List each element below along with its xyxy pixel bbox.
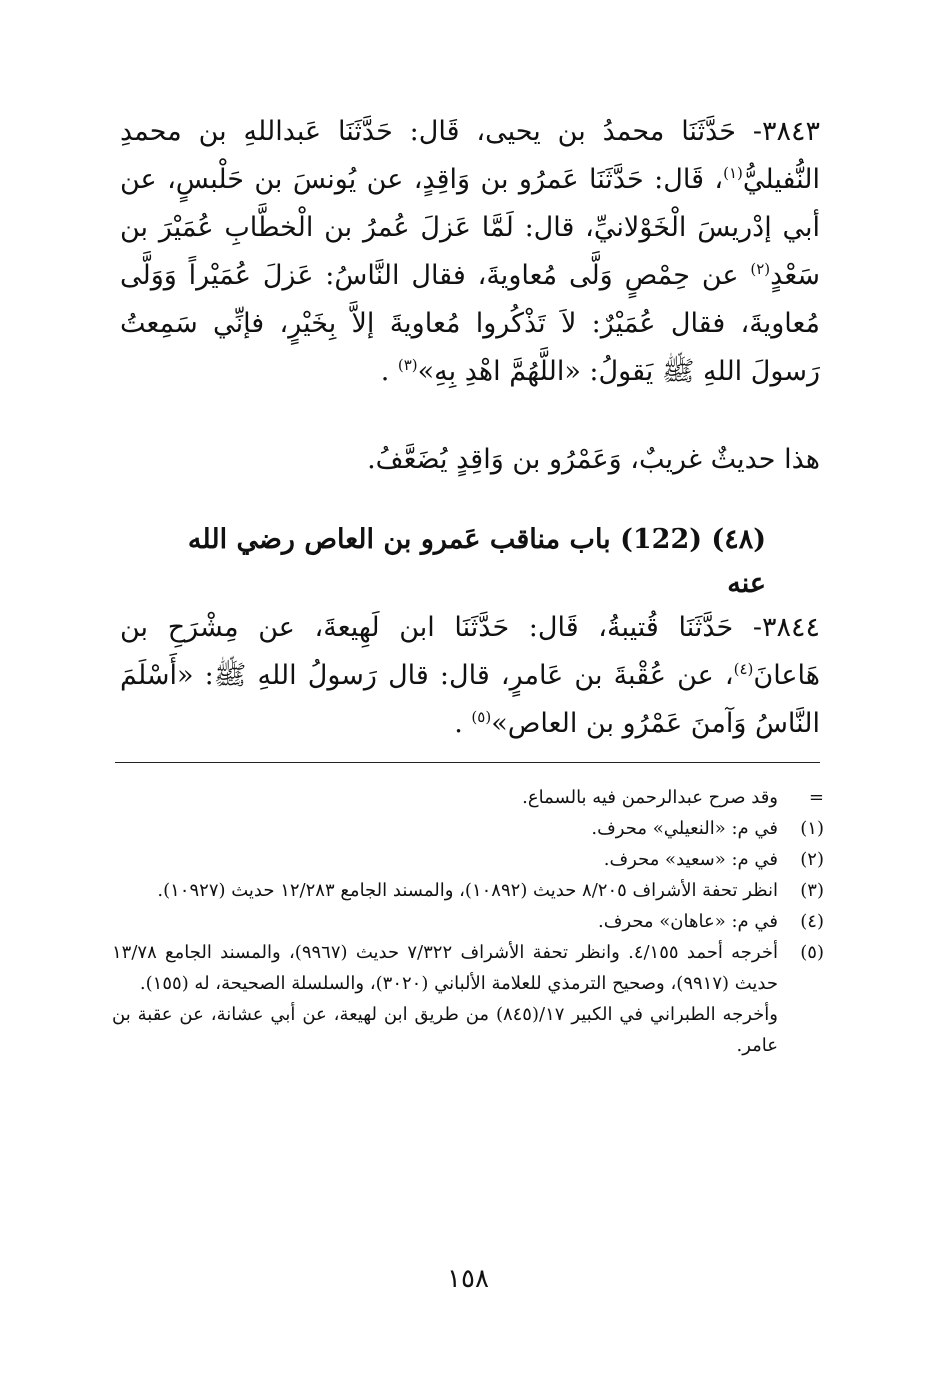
hadith-3843-paragraph [120, 108, 820, 396]
footnote-continued-text: وقد صرح عبدالرحمن فيه بالسماع. [522, 787, 778, 808]
footnote-ref-5: (٥) [471, 708, 492, 726]
hadith-3843-text: ٣٨٤٣- حَدَّثَنَا محمدُ بن يحيى، قَال: حَدَّثَنَا عَبداللهِ بن محمدِ النُّفيليُّ [120, 116, 820, 195]
page-number: ١٥٨ [447, 1264, 489, 1294]
chapter-heading: (٤٨) (122) باب مناقب عَمرو بن العاص رضي الله عنه [187, 524, 766, 599]
footnote-mark: (٢) [800, 849, 824, 870]
hadith-3843-text-2: ، قَال: حَدَّثَنَا عَمرُو بن وَاقِدٍ، عن يُونسَ بن حَلْبسٍ، عن أبي إدْريسَ الْخَوْلانيِّ، قال: لَمَّا عَزلَ عُمرُ بن الْخطَّابِ عُمَيْرَ بن سَعْدٍ [120, 164, 820, 291]
footnote-text: في م: «عاهان» محرف. [598, 911, 778, 932]
hadith-3844-paragraph [120, 604, 820, 748]
footnote-2 [112, 844, 824, 875]
footnote-mark: (٤) [800, 911, 824, 932]
footnote-divider [115, 762, 820, 763]
footnote-mark: (٣) [800, 880, 824, 901]
footnote-text: انظر تحفة الأشراف ٨/٢٠٥ حديث (١٠٨٩٢)، والمسند الجامع ١٢/٢٨٣ حديث (١٠٩٢٧). [157, 880, 778, 901]
hadith-3843-grading: هذا حديثٌ غريبٌ، وَعَمْرُو بن وَاقِدٍ يُضَعَّفُ. [367, 444, 820, 475]
hadith-3843-text-3: عن حِمْصٍ وَلَّى مُعاويةَ، فقال النَّاسُ: عَزلَ عُمَيْراً وَوَلَّى مُعاويةَ، فقال عُمَيْرٌ: لاَ تَذْكُروا مُعاويةَ إلاَّ بِخَيْرٍ، فإنِّي سَمِعتُ رَسولَ اللهِ ﷺ يَقولُ: «اللَّهُمَّ اهْدِ بِهِ» [120, 260, 820, 387]
footnote-1 [112, 813, 824, 844]
hadith-3843 [120, 108, 820, 396]
footnote-ref-4: (٤) [733, 660, 754, 678]
footnote-text: في م: «سعيد» محرف. [603, 849, 778, 870]
hadith-3843-end: . [380, 356, 398, 387]
footnote-ref-1: (١) [723, 164, 743, 182]
hadith-3844-end: . [454, 708, 472, 739]
footnotes [112, 782, 824, 1061]
footnote-5-continued: وأخرجه الطبراني في الكبير ١٧/(٨٤٥) من طريق ابن لهيعة، عن أبي عشانة، عن عقبة بن عامر. [112, 1004, 778, 1056]
footnote-5 [112, 937, 824, 999]
footnote-text: في م: «النعيلي» محرف. [591, 818, 778, 839]
footnote-text: أخرجه أحمد ٤/١٥٥. وانظر تحفة الأشراف ٧/٣٢٢ حديث (٩٩٦٧)، والمسند الجامع ١٣/٧٨ حديث (٩٩١٧)، وصحيح الترمذي للعلامة الألباني (٣٠٢٠)، والسلسلة الصحيحة، له (١٥٥). [112, 942, 778, 994]
footnote-4 [112, 906, 824, 937]
footnote-mark: (٥) [800, 942, 824, 963]
hadith-3844-text-2: ، عن عُقْبةَ بن عَامرٍ، قال: قال رَسولُ اللهِ ﷺ: «أَسْلَمَ النَّاسُ وَآمنَ عَمْرُو بن العاص» [120, 660, 820, 739]
footnote-continued [112, 782, 824, 813]
footnote-mark: (١) [800, 818, 824, 839]
hadith-3844 [120, 604, 820, 748]
footnote-ref-3: (٣) [397, 356, 418, 374]
footnote-continued-mark: = [808, 787, 824, 808]
footnote-ref-2: (٢) [750, 260, 771, 278]
hadith-3844-text: ٣٨٤٤- حَدَّثَنَا قُتيبةُ، قَال: حَدَّثَنَا ابن لَهِيعةَ، عن مِشْرَحِ بن هَاعانَ [120, 612, 820, 691]
footnote-3 [112, 875, 824, 906]
